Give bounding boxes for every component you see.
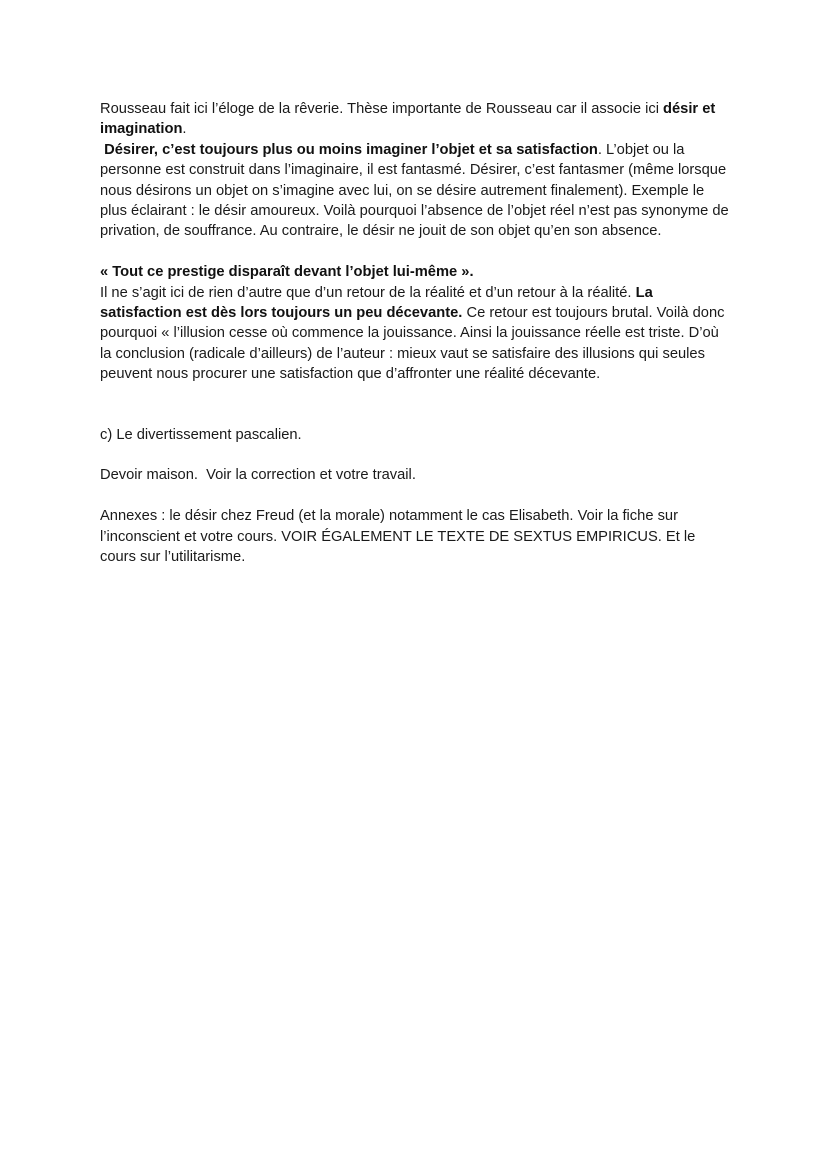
spacer (100, 385, 730, 425)
section-heading-pascal: c) Le divertissement pascalien. (100, 426, 302, 443)
paragraph-retour-bold: La satisfaction est dès lors toujours un peu décevante. (100, 284, 653, 322)
spacer (100, 445, 730, 465)
paragraph-desirer-text: . L’objet ou la personne est construit dans l’imaginaire, il est fantasmé. Désirer, c’est fantasmer (même lorsque nous désirons un objet on s’imagine avec lui, on se désire autrement finalement). Exemple le plus éclairant : le désir amoureux. Voilà pourquoi l’absence de l’objet réel n’est pas synonyme de privation, de souffrance. Au contraire, le désir ne jouit de son objet qu’en son absence. (100, 141, 729, 240)
paragraph-retour-text: Il ne s’agit ici de rien d’autre que d’un retour de la réalité et d’un retour à la réalité. (100, 284, 636, 301)
paragraph-reverie-bold: désir et imagination (100, 101, 716, 138)
paragraph-quote-heading (100, 262, 730, 282)
paragraph-desirer (100, 140, 730, 242)
paragraph-devoir: Devoir maison. Voir la correction et votre travail. (100, 467, 416, 484)
document-body (100, 99, 730, 567)
paragraph-retour (100, 283, 730, 385)
paragraph-desirer-bold: Désirer, c’est toujours plus ou moins imaginer l’objet et sa satisfaction (100, 141, 598, 158)
paragraph-reverie-text: Rousseau fait ici l’éloge de la rêverie. Thèse importante de Rousseau car il associe ici (100, 101, 664, 117)
paragraph-reverie (100, 99, 730, 140)
paragraph-reverie-end: . (182, 121, 187, 138)
spacer (100, 486, 730, 506)
paragraph-retour-rest: Ce retour est toujours brutal. Voilà donc pourquoi « l’illusion cesse où commence la jouissance. Ainsi la jouissance réelle est triste. D’où la conclusion (radicale d’ailleurs) de l’auteur : mieux vaut se satisfaire des illusions qui seules peuvent nous procurer une satisfaction que d’affronter une réalité décevante. (100, 305, 725, 383)
paragraph-annexes: Annexes : le désir chez Freud (et la morale) notamment le cas Elisabeth. Voir la fiche sur l’inconscient et votre cours. VOIR ÉGALEMENT LE TEXTE DE SEXTUS EMPIRICUS. Et le cours sur l’utilitarisme. (100, 508, 696, 566)
quote-heading-bold: « Tout ce prestige disparaît devant l’objet lui-même ». (100, 264, 474, 281)
spacer (100, 242, 730, 262)
